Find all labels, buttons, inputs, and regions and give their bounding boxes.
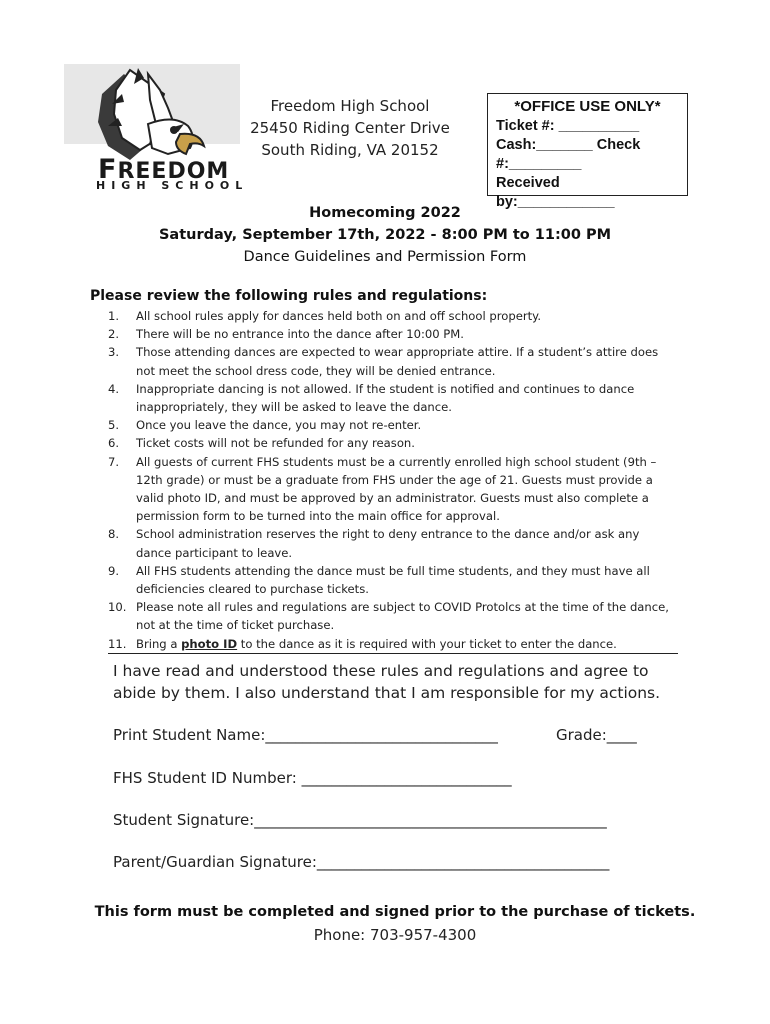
logo-wordmark: FREEDOM — [98, 154, 230, 185]
ticket-number-line: Ticket #: __________ — [496, 118, 640, 134]
rule-item: 7. All guests of current FHS students must be a currently enrolled high school student (9th – 12th grade) or must be a graduate from FHS under the age of 21. Guests must provide a valid photo ID, and must be approved by an administrator. Guests must also complete a permission form to be turned into the main office for approval. — [108, 454, 657, 524]
photo-id-emphasis: photo ID — [181, 636, 238, 651]
phone-number: Phone: 703-957-4300 — [313, 926, 477, 944]
school-address — [240, 95, 460, 161]
form-header — [0, 202, 770, 268]
rule-item: 4. Inappropriate dancing is not allowed. If the student is notified and continues to dance inappropriately, they will be asked to leave the dance. — [108, 381, 635, 415]
form-title: Dance Guidelines and Permission Form — [243, 249, 527, 265]
check-number-line: #:_________ — [496, 156, 582, 172]
rule-item: 5. Once you leave the dance, you may not re-enter. — [108, 418, 422, 433]
received-by-line: Received by:____________ — [496, 175, 615, 210]
rule-item: 8. School administration reserves the right to deny entrance to the dance and/or ask any dance participant to leave. — [108, 527, 640, 560]
footer-note: This form must be completed and signed prior to the purchase of tickets. — [94, 904, 696, 920]
event-datetime: Saturday, September 17th, 2022 - 8:00 PM to 11:00 PM — [158, 227, 612, 243]
rule-item: 11. Bring a photo ID to the dance as it is required with your ticket to enter the dance. — [108, 635, 678, 654]
school-street: 25450 Riding Center Drive — [250, 119, 450, 137]
rule-item: 6. Ticket costs will not be refunded for any reason. — [108, 436, 415, 451]
rule-item: 2. There will be no entrance into the dance after 10:00 PM. — [108, 327, 464, 342]
rule-item: 3. Those attending dances are expected to wear appropriate attire. If a student’s attire does not meet the school dress code, they will be denied entrance. — [108, 345, 659, 378]
logo-subtitle: HIGH SCHOOL — [96, 179, 249, 192]
rule-item: 10. Please note all rules and regulations are subject to COVID Protolcs at the time of the dance, not at the time of ticket purchase. — [108, 600, 669, 633]
school-city: South Riding, VA 20152 — [261, 141, 439, 159]
school-name: Freedom High School — [270, 97, 430, 115]
rule-item: 1. All school rules apply for dances held both on and off school property. — [108, 309, 542, 323]
cash-check-line: Cash:_______ Check — [496, 137, 641, 153]
student-name-field[interactable]: Print Student Name:_______________________________ — [113, 726, 498, 744]
agreement-statement: I have read and understood these rules and regulations and agree to abide by them. I also understand that I am responsible for my actions. — [113, 662, 661, 702]
student-signature-field[interactable]: Student Signature:_______________________________________________ — [113, 811, 607, 829]
student-id-field[interactable]: FHS Student ID Number: ____________________________ — [113, 769, 512, 787]
event-title: Homecoming 2022 — [309, 205, 461, 221]
parent-signature-field[interactable]: Parent/Guardian Signature:_______________________________________ — [113, 853, 610, 871]
rules-list — [108, 307, 678, 654]
rule-item: 9. All FHS students attending the dance must be full time students, and they must have all deficiencies cleared to purchase tickets. — [108, 563, 650, 597]
office-use-title: *OFFICE USE ONLY* — [514, 98, 661, 115]
office-use-box — [487, 93, 688, 210]
grade-field[interactable]: Grade:____ — [556, 726, 637, 744]
rules-heading: Please review the following rules and regulations: — [90, 288, 488, 304]
